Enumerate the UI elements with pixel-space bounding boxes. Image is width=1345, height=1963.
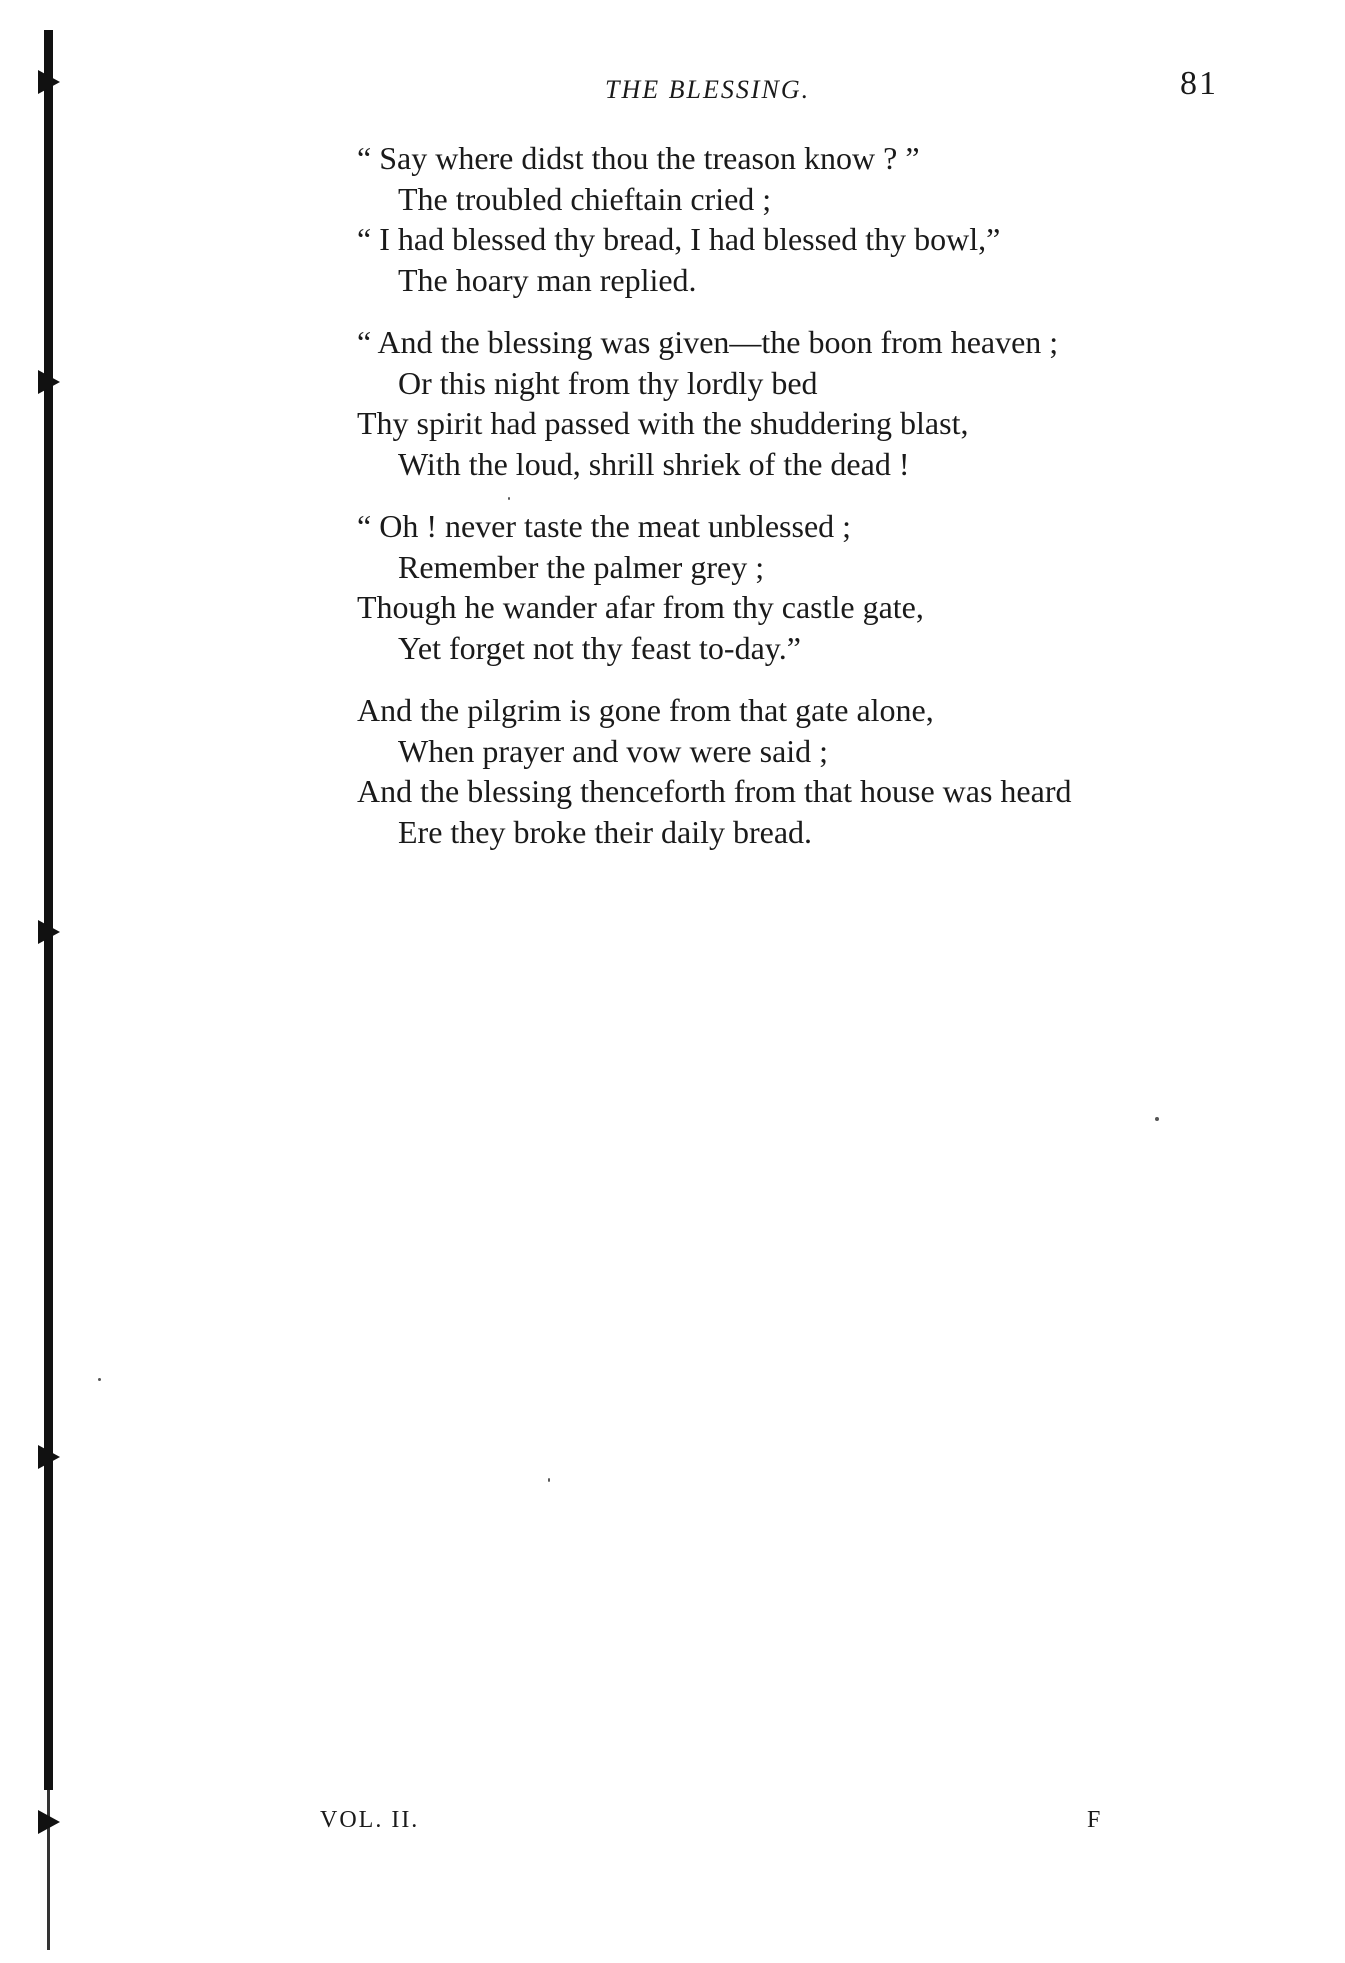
stanza bbox=[357, 138, 1257, 300]
paper-speck bbox=[508, 497, 510, 500]
running-head bbox=[0, 65, 1345, 110]
poem-line: And the pilgrim is gone from that gate alone, bbox=[357, 692, 934, 728]
signature-mark: F bbox=[1087, 1807, 1101, 1833]
poem-line: “ Oh ! never taste the meat unblessed ; bbox=[357, 508, 852, 544]
poem-line: Thy spirit had passed with the shuddering blast, bbox=[357, 405, 969, 441]
binding-edge bbox=[30, 20, 70, 1960]
poem-line: Or this night from thy lordly bed bbox=[398, 364, 818, 401]
paper-speck bbox=[548, 1478, 550, 1482]
page-number: 81 bbox=[1180, 65, 1218, 102]
poem-line: “ And the blessing was given—the boon from heaven ; bbox=[357, 324, 1059, 360]
volume-label: VOL. II. bbox=[320, 1807, 420, 1833]
poem-line: With the loud, shrill shriek of the dead ! bbox=[398, 445, 910, 482]
poem-line: Remember the palmer grey ; bbox=[398, 548, 765, 585]
running-title: THE BLESSING. bbox=[605, 75, 811, 104]
stanza bbox=[357, 322, 1257, 484]
poem-line: Though he wander afar from thy castle gate, bbox=[357, 589, 924, 625]
stanza bbox=[357, 690, 1257, 852]
page-footer bbox=[0, 1800, 1345, 1840]
poem-line: The troubled chieftain cried ; bbox=[398, 180, 772, 217]
poem-line: When prayer and vow were said ; bbox=[398, 732, 829, 769]
poem-line: Ere they broke their daily bread. bbox=[398, 813, 813, 850]
poem-line: And the blessing thenceforth from that house was heard bbox=[357, 773, 1072, 809]
paper-speck bbox=[98, 1378, 101, 1381]
poem-line: “ Say where didst thou the treason know ? ” bbox=[357, 140, 920, 176]
stanza bbox=[357, 506, 1257, 668]
poem-body bbox=[357, 138, 1257, 874]
poem-line: “ I had blessed thy bread, I had blessed thy bowl,” bbox=[357, 221, 1001, 257]
paper-speck bbox=[1155, 1117, 1159, 1121]
poem-line: Yet forget not thy feast to-day.” bbox=[398, 629, 801, 666]
poem-line: The hoary man replied. bbox=[398, 261, 697, 298]
binding-strip bbox=[44, 30, 53, 1790]
